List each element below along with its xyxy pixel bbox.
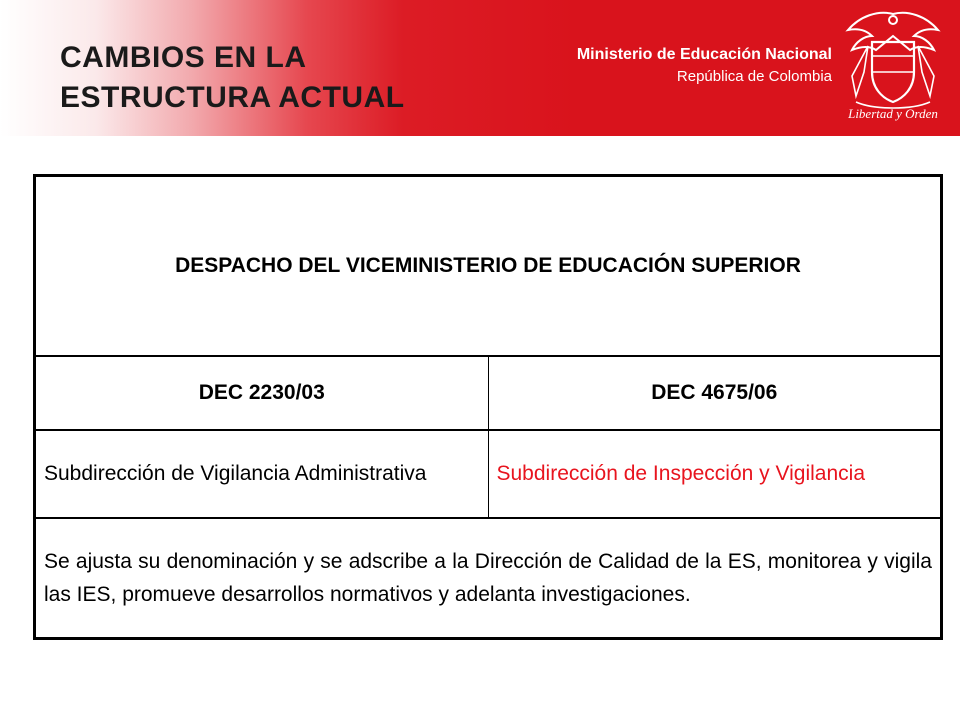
ministry-block bbox=[577, 44, 832, 88]
table-row bbox=[35, 356, 942, 430]
column-header-new-decree: DEC 4675/06 bbox=[488, 356, 942, 430]
slide-title-line-2: ESTRUCTURA ACTUAL bbox=[60, 81, 405, 114]
table-row bbox=[35, 176, 942, 357]
table-heading-cell bbox=[35, 176, 942, 357]
ministry-name: Ministerio de Educación Nacional bbox=[576, 46, 832, 63]
structure-table bbox=[33, 174, 943, 640]
table-row bbox=[35, 430, 942, 518]
change-description-cell: Se ajusta su denominación y se adscribe a la Dirección de Calidad de la ES, monitorea y vigila las IES, promueve desarrollos normativos y adelanta investigaciones. bbox=[35, 518, 942, 639]
structure-table-wrap bbox=[33, 174, 943, 633]
slide-title bbox=[60, 38, 405, 118]
table-row bbox=[35, 518, 942, 639]
motto-text: Libertad y Orden bbox=[848, 106, 938, 121]
table-heading: DESPACHO DEL VICEMINISTERIO DE EDUCACIÓN SUPERIOR bbox=[175, 254, 801, 277]
header-band bbox=[0, 0, 960, 136]
slide-title-line-1: CAMBIOS EN LA bbox=[60, 41, 307, 74]
ministry-country: República de Colombia bbox=[676, 68, 832, 85]
old-unit-cell: Subdirección de Vigilancia Administrativa bbox=[35, 430, 489, 518]
new-unit-cell: Subdirección de Inspección y Vigilancia bbox=[488, 430, 942, 518]
column-header-old-decree: DEC 2230/03 bbox=[35, 356, 489, 430]
